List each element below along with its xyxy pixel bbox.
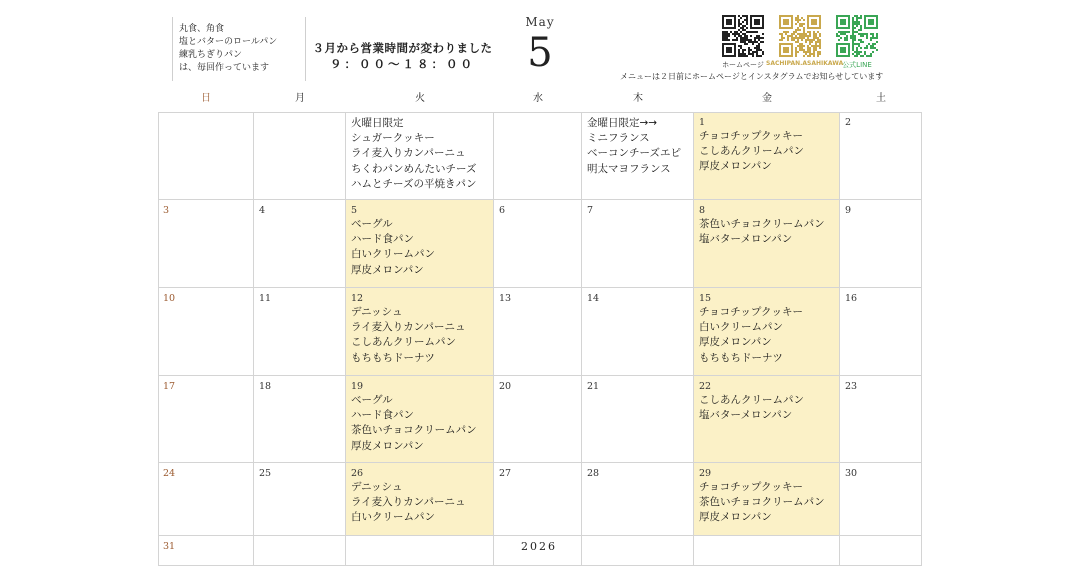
note-line: は、毎回作っています — [179, 63, 270, 73]
day-cell — [840, 200, 922, 288]
menu-item: チョコチップクッキー — [699, 130, 804, 142]
menu-item: 厚皮メロンパン — [351, 263, 424, 276]
day-cell — [582, 288, 694, 376]
menu-item: ベーグル — [351, 394, 393, 406]
menu-item: 厚皮メロンパン — [699, 160, 772, 173]
day-number: 31 — [163, 541, 176, 552]
day-cell — [840, 288, 922, 376]
day-cell — [254, 200, 346, 288]
menu-item: デニッシュ — [351, 306, 403, 318]
menu-items — [351, 480, 465, 526]
day-number: 29 — [699, 468, 712, 479]
day-number: 7 — [587, 205, 594, 216]
day-cell — [582, 536, 694, 566]
day-cell — [582, 112, 694, 200]
day-number: 9 — [845, 205, 852, 216]
menu-items — [699, 217, 825, 247]
menu-items — [699, 480, 825, 526]
day-cell — [494, 112, 582, 200]
day-cell — [694, 536, 840, 566]
menu-item: こしあんクリームパン — [699, 394, 804, 406]
year-label: 2026 — [521, 540, 557, 553]
day-cell — [346, 463, 494, 536]
fixed-menu-note — [172, 17, 306, 81]
menu-item: 白いクリームパン — [351, 511, 435, 524]
day-cell — [494, 463, 582, 536]
menu-item: チョコチップクッキー — [699, 481, 804, 493]
day-number: 28 — [587, 468, 600, 479]
hours-notice-time: ９：００〜１８：００ — [330, 57, 475, 71]
day-number: 24 — [163, 468, 176, 479]
menu-item: もちもちドーナツ — [699, 351, 783, 364]
day-cell — [582, 463, 694, 536]
day-cell — [158, 536, 254, 566]
day-number: 6 — [499, 205, 506, 216]
day-cell — [840, 463, 922, 536]
day-cell — [694, 376, 840, 463]
day-number: 26 — [351, 468, 364, 479]
menu-items — [351, 116, 476, 192]
weekday-sunday: 日 — [201, 93, 211, 104]
menu-items — [587, 116, 681, 177]
day-cell — [254, 288, 346, 376]
menu-items — [351, 217, 435, 278]
day-cell — [694, 112, 840, 200]
menu-item: 白いクリームパン — [699, 321, 783, 334]
hours-notice — [305, 40, 500, 72]
day-number: 21 — [587, 381, 600, 392]
menu-items — [699, 129, 804, 175]
weekday-friday: 金 — [762, 93, 772, 104]
day-number: 18 — [259, 381, 272, 392]
note-line: 練乳ちぎりパン — [179, 50, 243, 60]
day-number: 3 — [163, 205, 170, 216]
day-cell — [158, 288, 254, 376]
menu-item: 火曜日限定 — [351, 117, 404, 129]
menu-item: ミニフランス — [587, 132, 650, 145]
menu-item: もちもちドーナツ — [351, 351, 435, 364]
menu-item: 茶色いチョコクリームパン — [699, 496, 825, 509]
day-number: 17 — [163, 381, 176, 392]
day-cell — [254, 376, 346, 463]
weekday-thursday: 木 — [633, 93, 643, 104]
menu-item: 白いクリームパン — [351, 248, 435, 261]
day-number: 8 — [699, 205, 706, 216]
note-line: 丸食、角食 — [179, 24, 225, 34]
day-number: 4 — [259, 205, 266, 216]
menu-item: こしあんクリームパン — [351, 336, 456, 349]
day-cell — [694, 200, 840, 288]
day-cell — [494, 288, 582, 376]
menu-item: ライ麦入りカンパーニュ — [351, 147, 466, 160]
instagram-qr-label: SACHIPAN.ASAHIKAWA — [766, 60, 844, 67]
day-number: 25 — [259, 468, 272, 479]
day-number: 13 — [499, 293, 512, 304]
day-number: 2 — [845, 117, 852, 128]
menu-item: こしあんクリームパン — [699, 145, 804, 158]
day-cell — [158, 200, 254, 288]
menu-items — [699, 305, 803, 366]
menu-items — [351, 393, 477, 454]
day-number: 30 — [845, 468, 858, 479]
weekday-monday: 月 — [295, 93, 305, 104]
note-line: 塩とバターのロールパン — [179, 37, 278, 47]
menu-item: ライ麦入りカンパーニュ — [351, 321, 466, 334]
day-cell — [346, 200, 494, 288]
menu-announcement-note: メニューは２日前にホームページとインスタグラムでお知らせしています — [620, 72, 884, 81]
day-number: 27 — [499, 468, 512, 479]
homepage-qr-code[interactable] — [722, 15, 764, 57]
day-number: 5 — [351, 205, 358, 216]
menu-item: 金曜日限定→→ — [587, 117, 658, 129]
menu-item: ベーコンチーズエピ — [587, 147, 681, 160]
day-number: 12 — [351, 293, 364, 304]
day-number: 1 — [699, 117, 706, 128]
menu-items — [351, 305, 465, 366]
day-cell — [494, 200, 582, 288]
menu-item: ライ麦入りカンパーニュ — [351, 496, 466, 509]
day-cell — [346, 288, 494, 376]
day-number: 20 — [499, 381, 512, 392]
day-number: 19 — [351, 381, 364, 392]
month-number: 5 — [527, 30, 553, 76]
day-number: 10 — [163, 293, 176, 304]
menu-item: 塩バターメロンパン — [699, 409, 793, 422]
menu-item: 塩バターメロンパン — [699, 233, 793, 246]
weekday-wednesday: 水 — [533, 93, 543, 104]
day-cell — [694, 463, 840, 536]
day-cell — [582, 200, 694, 288]
day-cell — [694, 288, 840, 376]
day-cell — [254, 463, 346, 536]
day-number: 15 — [699, 293, 712, 304]
menu-item: ハード食パン — [351, 409, 414, 422]
menu-item: 厚皮メロンパン — [699, 336, 772, 349]
homepage-qr-label: ホームページ — [722, 61, 764, 69]
day-cell — [346, 376, 494, 463]
menu-items — [699, 393, 804, 423]
menu-item: ハムとチーズの平焼きパン — [351, 177, 477, 190]
day-cell — [158, 376, 254, 463]
day-number: 14 — [587, 293, 600, 304]
day-cell — [158, 463, 254, 536]
hours-notice-title: ３月から営業時間が変わりました — [312, 41, 493, 55]
day-cell — [254, 536, 346, 566]
day-cell — [254, 112, 346, 200]
instagram-qr-code[interactable] — [779, 15, 821, 57]
menu-item: 茶色いチョコクリームパン — [351, 424, 477, 437]
menu-item: 厚皮メロンパン — [699, 511, 772, 524]
menu-item: 厚皮メロンパン — [351, 439, 424, 452]
menu-item: デニッシュ — [351, 481, 403, 493]
day-cell — [840, 376, 922, 463]
menu-item: シュガークッキー — [351, 132, 435, 145]
day-number: 23 — [845, 381, 858, 392]
month-name: May — [525, 15, 555, 29]
line-qr-code[interactable] — [836, 15, 878, 57]
day-cell — [346, 112, 494, 200]
day-cell — [840, 112, 922, 200]
day-cell — [582, 376, 694, 463]
day-number: 22 — [699, 381, 712, 392]
day-number: 16 — [845, 293, 858, 304]
menu-item: 茶色いチョコクリームパン — [699, 218, 825, 230]
day-cell — [346, 536, 494, 566]
day-cell — [494, 376, 582, 463]
weekday-tuesday: 火 — [415, 93, 425, 104]
menu-item: チョコチップクッキー — [699, 306, 804, 318]
menu-item: ベーグル — [351, 218, 393, 230]
menu-item: ハード食パン — [351, 233, 414, 246]
line-qr-label: 公式LINE — [842, 61, 872, 69]
day-cell — [840, 536, 922, 566]
menu-item: 明太マヨフランス — [587, 162, 671, 175]
menu-item: ちくわパンめんたいチーズ — [351, 162, 477, 175]
day-cell — [158, 112, 254, 200]
weekday-saturday: 土 — [876, 93, 886, 104]
day-number: 11 — [259, 293, 272, 304]
